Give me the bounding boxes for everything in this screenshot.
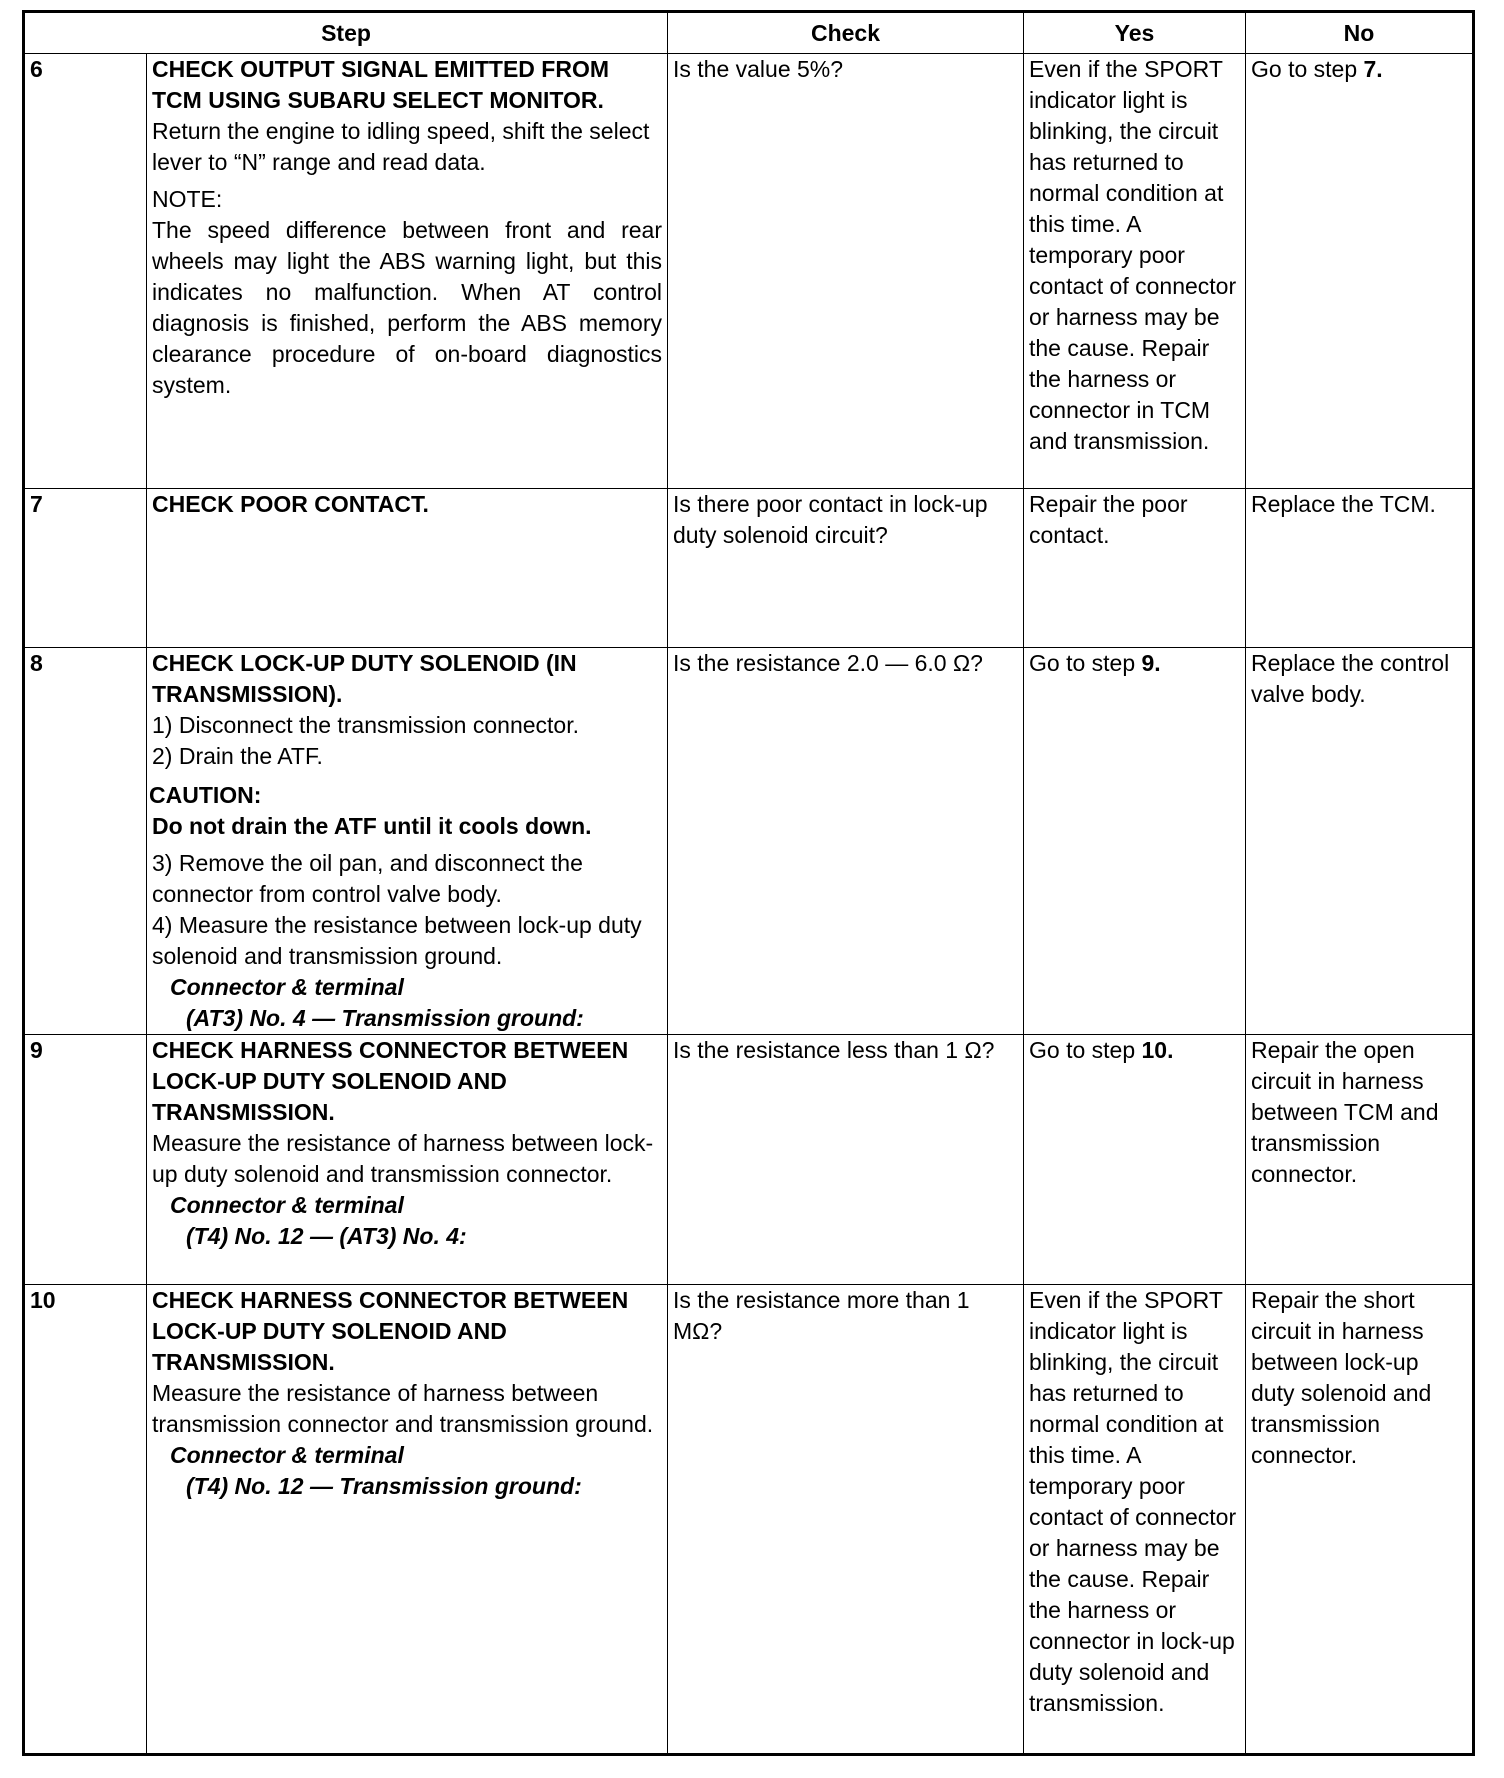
- header-row: [24, 12, 1474, 54]
- step-number: 7: [24, 489, 147, 648]
- no-text: Repair the open circuit in harness between TCM and transmission connector.: [1246, 1035, 1474, 1285]
- step-body: Measure the resistance of harness between lock-up duty solenoid and transmission connector.: [152, 1130, 654, 1187]
- check-text: Is the resistance 2.0 — 6.0 Ω?: [668, 648, 1024, 1035]
- no-text: [1246, 54, 1474, 489]
- no-step-ref: 7.: [1363, 56, 1383, 82]
- note-label: NOTE:: [152, 186, 223, 212]
- connector-label: Connector & terminal: [170, 1442, 404, 1468]
- table-row-step-10: [24, 1285, 1474, 1755]
- procedure-item-4: 4) Measure the resistance between lock-up duty solenoid and transmission ground.: [152, 912, 642, 969]
- header-check: Check: [668, 12, 1024, 54]
- step-number: 10: [24, 1285, 147, 1755]
- step-title: CHECK POOR CONTACT.: [152, 491, 429, 517]
- yes-step-ref: 10.: [1141, 1037, 1174, 1063]
- header-step: Step: [24, 12, 668, 54]
- step-description: [147, 489, 668, 648]
- no-prefix: Go to step: [1251, 56, 1364, 82]
- step-body: Measure the resistance of harness between transmission connector and transmission ground.: [152, 1380, 654, 1437]
- step-body: Return the engine to idling speed, shift the select lever to “N” range and read data.: [152, 118, 650, 175]
- header-no: No: [1246, 12, 1474, 54]
- procedure-item-3: 3) Remove the oil pan, and disconnect the connector from control valve body.: [152, 850, 583, 907]
- yes-text: [1024, 648, 1246, 1035]
- step-description: [147, 648, 668, 1035]
- table-row-step-9: [24, 1035, 1474, 1285]
- table-row-step-7: [24, 489, 1474, 648]
- check-text: Is the value 5%?: [668, 54, 1024, 489]
- diagnostic-table: [22, 10, 1475, 1756]
- step-title: CHECK LOCK-UP DUTY SOLENOID (IN TRANSMISSION).: [152, 650, 577, 707]
- yes-prefix: Go to step: [1029, 1037, 1142, 1063]
- yes-text: Even if the SPORT indicator light is blinking, the circuit has returned to normal condition at this time. A temporary poor contact of connector or harness may be the cause. Repair the harness or connector in TCM and transmission.: [1024, 54, 1246, 489]
- procedure-item-2: 2) Drain the ATF.: [152, 743, 323, 769]
- table-row-step-8: [24, 648, 1474, 1035]
- no-text: Repair the short circuit in harness between lock-up duty solenoid and transmission connector.: [1246, 1285, 1474, 1755]
- connector-label: Connector & terminal: [170, 974, 404, 1000]
- connector-value: (T4) No. 12 — Transmission ground:: [186, 1473, 582, 1499]
- no-text: Replace the TCM.: [1246, 489, 1474, 648]
- step-description: [147, 54, 668, 489]
- step-title: CHECK HARNESS CONNECTOR BETWEEN LOCK-UP DUTY SOLENOID AND TRANSMISSION.: [152, 1287, 629, 1375]
- note-text: The speed difference between front and rear wheels may light the ABS warning light, but this indicates no malfunction. When AT control diagnosis is finished, perform the ABS memory clearance procedure of on-board diagnostics system.: [152, 217, 662, 398]
- connector-value: (AT3) No. 4 — Transmission ground:: [186, 1005, 584, 1031]
- check-text: Is the resistance less than 1 Ω?: [668, 1035, 1024, 1285]
- step-number: 9: [24, 1035, 147, 1285]
- table-row-step-6: [24, 54, 1474, 489]
- procedure-item-1: 1) Disconnect the transmission connector.: [152, 712, 579, 738]
- yes-step-ref: 9.: [1141, 650, 1161, 676]
- check-text: Is the resistance more than 1 MΩ?: [668, 1285, 1024, 1755]
- no-text: Replace the control valve body.: [1246, 648, 1474, 1035]
- connector-value: (T4) No. 12 — (AT3) No. 4:: [186, 1223, 467, 1249]
- yes-text: Repair the poor contact.: [1024, 489, 1246, 648]
- header-yes: Yes: [1024, 12, 1246, 54]
- check-text: Is there poor contact in lock-up duty solenoid circuit?: [668, 489, 1024, 648]
- yes-text: [1024, 1035, 1246, 1285]
- yes-text: Even if the SPORT indicator light is blinking, the circuit has returned to normal condition at this time. A temporary poor contact of connector or harness may be the cause. Repair the harness or connector in lock-up duty solenoid and transmission.: [1024, 1285, 1246, 1755]
- step-title: CHECK OUTPUT SIGNAL EMITTED FROM TCM USING SUBARU SELECT MONITOR.: [152, 56, 610, 113]
- connector-label: Connector & terminal: [170, 1192, 404, 1218]
- caution-text: Do not drain the ATF until it cools down.: [152, 813, 592, 839]
- step-description: [147, 1035, 668, 1285]
- step-description: [147, 1285, 668, 1755]
- step-title: CHECK HARNESS CONNECTOR BETWEEN LOCK-UP DUTY SOLENOID AND TRANSMISSION.: [152, 1037, 629, 1125]
- caution-label: CAUTION:: [149, 782, 262, 808]
- step-number: 6: [24, 54, 147, 489]
- step-number: 8: [24, 648, 147, 1035]
- yes-prefix: Go to step: [1029, 650, 1142, 676]
